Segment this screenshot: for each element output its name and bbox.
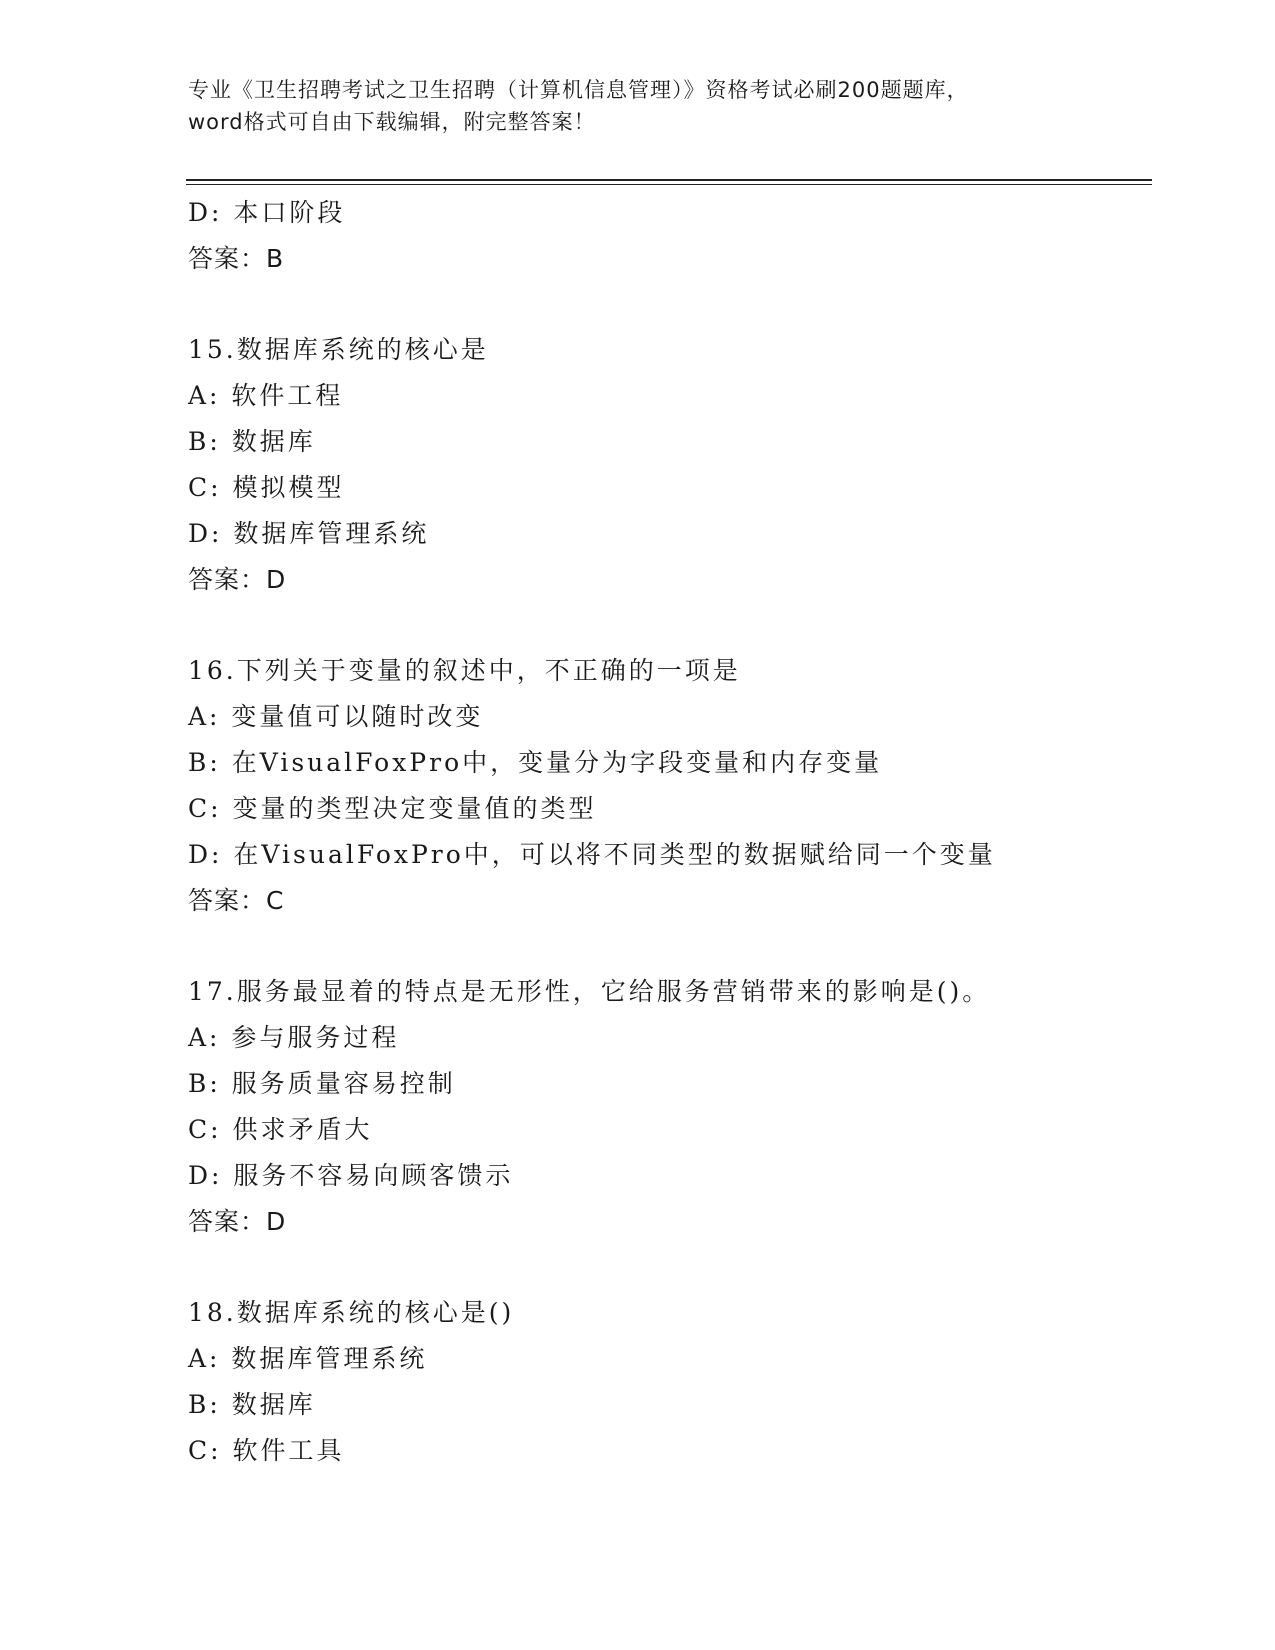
option-line: C: 软件工具 — [188, 1436, 345, 1465]
block-spacer — [188, 1245, 1148, 1290]
option-line: B: 在VisualFoxPro中，变量分为字段变量和内存变量 — [188, 748, 883, 777]
option-line: A: 数据库管理系统 — [188, 1344, 428, 1373]
question-stem: 16.下列关于变量的叙述中，不正确的一项是 — [188, 656, 741, 685]
question-block — [188, 648, 1148, 924]
question-stem: 15.数据库系统的核心是 — [188, 335, 489, 364]
option-line: C: 模拟模型 — [188, 473, 345, 502]
question-block — [188, 190, 1148, 282]
header-title-line-2: word格式可自由下载编辑，附完整答案！ — [188, 110, 596, 134]
option-line: D: 服务不容易向顾客馈示 — [188, 1161, 514, 1190]
question-block — [188, 1290, 1148, 1474]
question-stem: 18.数据库系统的核心是() — [188, 1298, 515, 1327]
option-line: D: 在VisualFoxPro中，可以将不同类型的数据赋给同一个变量 — [188, 840, 996, 869]
answer-line: 答案：D — [188, 1207, 287, 1236]
document-header — [188, 74, 1088, 138]
block-spacer — [188, 603, 1148, 648]
question-block — [188, 969, 1148, 1245]
question-list — [188, 190, 1148, 1474]
question-stem: 17.服务最显着的特点是无形性，它给服务营销带来的影响是()。 — [188, 977, 991, 1006]
option-line: B: 数据库 — [188, 1390, 316, 1419]
header-rule-thin — [186, 184, 1152, 185]
block-spacer — [188, 924, 1148, 969]
header-title-line-1: 专业《卫生招聘考试之卫生招聘（计算机信息管理）》资格考试必刷200题题库， — [188, 78, 969, 102]
answer-line: 答案：D — [188, 565, 287, 594]
option-line: B: 服务质量容易控制 — [188, 1069, 456, 1098]
option-line: C: 变量的类型决定变量值的类型 — [188, 794, 597, 823]
block-spacer — [188, 282, 1148, 327]
option-line: A: 软件工程 — [188, 381, 344, 410]
option-line: C: 供求矛盾大 — [188, 1115, 373, 1144]
answer-line: 答案：B — [188, 244, 285, 273]
option-line: B: 数据库 — [188, 427, 316, 456]
option-line: A: 参与服务过程 — [188, 1023, 400, 1052]
option-line: D: 本口阶段 — [188, 198, 346, 227]
option-line: D: 数据库管理系统 — [188, 519, 430, 548]
option-line: A: 变量值可以随时改变 — [188, 702, 484, 731]
header-rule-thick — [186, 179, 1152, 181]
answer-line: 答案：C — [188, 886, 285, 915]
question-block — [188, 327, 1148, 603]
